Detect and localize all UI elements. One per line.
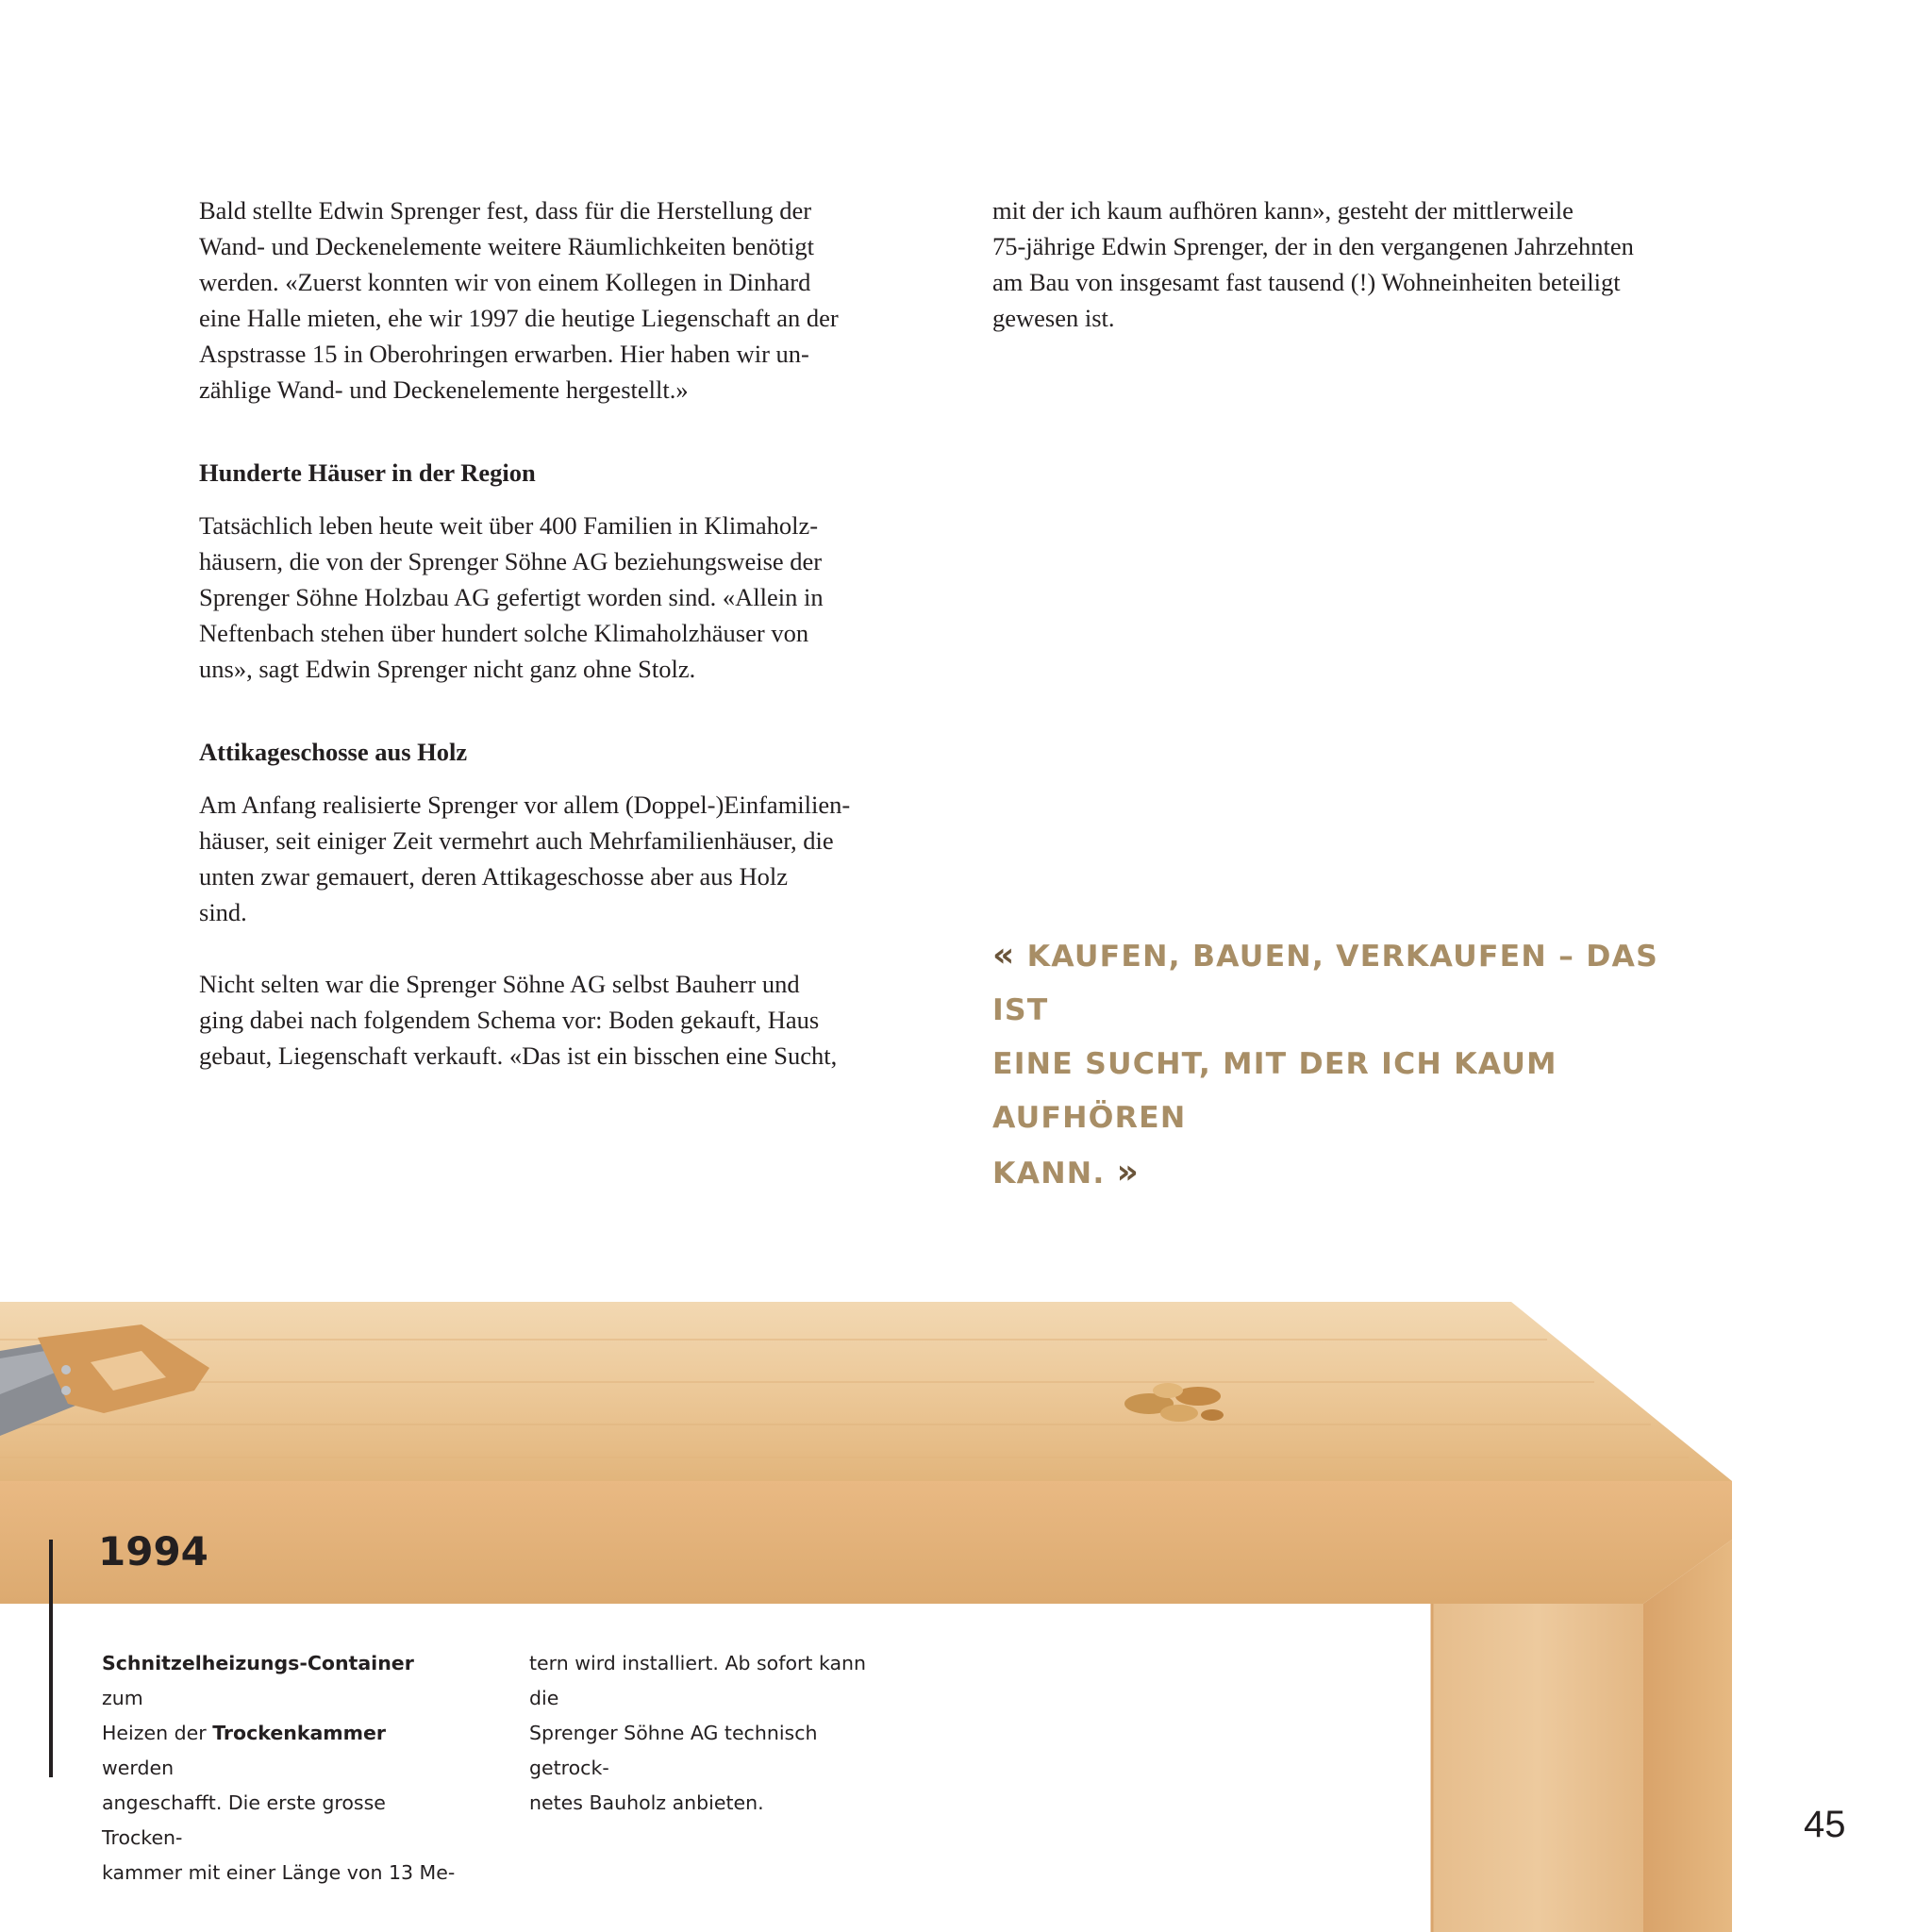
text-line: Bald stellte Edwin Sprenger fest, dass für die Herstellung der <box>199 196 812 225</box>
bold-term: Trockenkammer <box>212 1722 387 1744</box>
text-line: werden. «Zuerst konnten wir von einem Kollegen in Dinhard <box>199 268 811 296</box>
left-column <box>199 192 888 1074</box>
text-line: gebaut, Liegenschaft verkauft. «Das ist ein bisschen eine Sucht, <box>199 1041 838 1070</box>
section-heading-region: Hunderte Häuser in der Region <box>199 458 536 487</box>
text-line: häusern, die von der Sprenger Söhne AG beziehungsweise der <box>199 547 823 575</box>
text-line: 75-jährige Edwin Sprenger, der in den vergangenen Jahrzehnten <box>992 232 1634 260</box>
text-line: Aspstrasse 15 in Oberohringen erwarben. Hier haben wir un- <box>199 340 809 368</box>
text-line: eine Halle mieten, ehe wir 1997 die heutige Liegenschaft an der <box>199 304 839 332</box>
right-column <box>992 192 1690 336</box>
text-line: kammer mit einer Länge von 13 Me- <box>102 1861 456 1884</box>
text-line: häuser, seit einiger Zeit vermehrt auch Mehrfamilienhäuser, die <box>199 826 834 855</box>
text-line: sind. <box>199 898 247 926</box>
table-leg-side <box>1643 1540 1732 1932</box>
text-line: Neftenbach stehen über hundert solche Klimaholzhäuser von <box>199 619 809 647</box>
text-line: uns», sagt Edwin Sprenger nicht ganz ohne Stolz. <box>199 655 696 683</box>
text-line: Wand- und Deckenelemente weitere Räumlichkeiten benötigt <box>199 232 815 260</box>
timeline-year: 1994 <box>98 1528 208 1574</box>
intro-paragraph <box>199 192 888 408</box>
pull-quote-line: KANN. <box>992 1157 1106 1191</box>
year-marker-bar <box>49 1540 53 1777</box>
text-line: ging dabei nach folgendem Schema vor: Boden gekauft, Haus <box>199 1006 820 1034</box>
section-heading-attika: Attikageschosse aus Holz <box>199 738 468 766</box>
text-line: tern wird installiert. Ab sofort kann die <box>529 1652 867 1709</box>
open-quote-mark: « <box>992 936 1016 974</box>
text-line: angeschafft. Die erste grosse Trocken- <box>102 1791 386 1849</box>
timeline-text-col-a <box>102 1646 460 1890</box>
text-line: Tatsächlich leben heute weit über 400 Familien in Klimaholz- <box>199 511 819 540</box>
close-quote-mark: » <box>1116 1153 1141 1191</box>
pull-quote-line: EINE SUCHT, MIT DER ICH KAUM AUFHÖREN <box>992 1047 1557 1135</box>
attika-paragraph-1 <box>199 787 888 930</box>
table-front-edge <box>0 1481 1732 1604</box>
text-line: unten zwar gemauert, deren Attikageschosse aber aus Holz <box>199 862 788 891</box>
region-paragraph <box>199 508 888 687</box>
text-line: Sprenger Söhne AG technisch getrock- <box>529 1722 818 1779</box>
timeline-text-col-b <box>529 1646 888 1821</box>
text-run: zum <box>102 1687 143 1709</box>
page-number: 45 <box>1804 1804 1846 1845</box>
bold-term: Schnitzelheizungs-Container <box>102 1652 414 1674</box>
pull-quote <box>992 928 1709 1201</box>
text-run: werden <box>102 1757 175 1779</box>
text-line: am Bau von insgesamt fast tausend (!) Wohneinheiten beteiligt <box>992 268 1621 296</box>
text-line: Am Anfang realisierte Sprenger vor allem (Doppel-)Einfamilien- <box>199 791 851 819</box>
text-line: gewesen ist. <box>992 304 1115 332</box>
table-top <box>0 1302 1732 1481</box>
attika-paragraph-2 <box>199 966 888 1074</box>
text-line: mit der ich kaum aufhören kann», gesteht der mittlerweile <box>992 196 1574 225</box>
text-line: netes Bauholz anbieten. <box>529 1791 764 1814</box>
text-line: Sprenger Söhne Holzbau AG gefertigt worden sind. «Allein in <box>199 583 824 611</box>
text-run: Heizen der <box>102 1722 213 1744</box>
text-line: zählige Wand- und Deckenelemente hergestellt.» <box>199 375 689 404</box>
pull-quote-line: KAUFEN, BAUEN, VERKAUFEN – DAS IST <box>992 940 1659 1027</box>
table-leg <box>1432 1604 1643 1932</box>
text-line: Nicht selten war die Sprenger Söhne AG selbst Bauherr und <box>199 970 800 998</box>
